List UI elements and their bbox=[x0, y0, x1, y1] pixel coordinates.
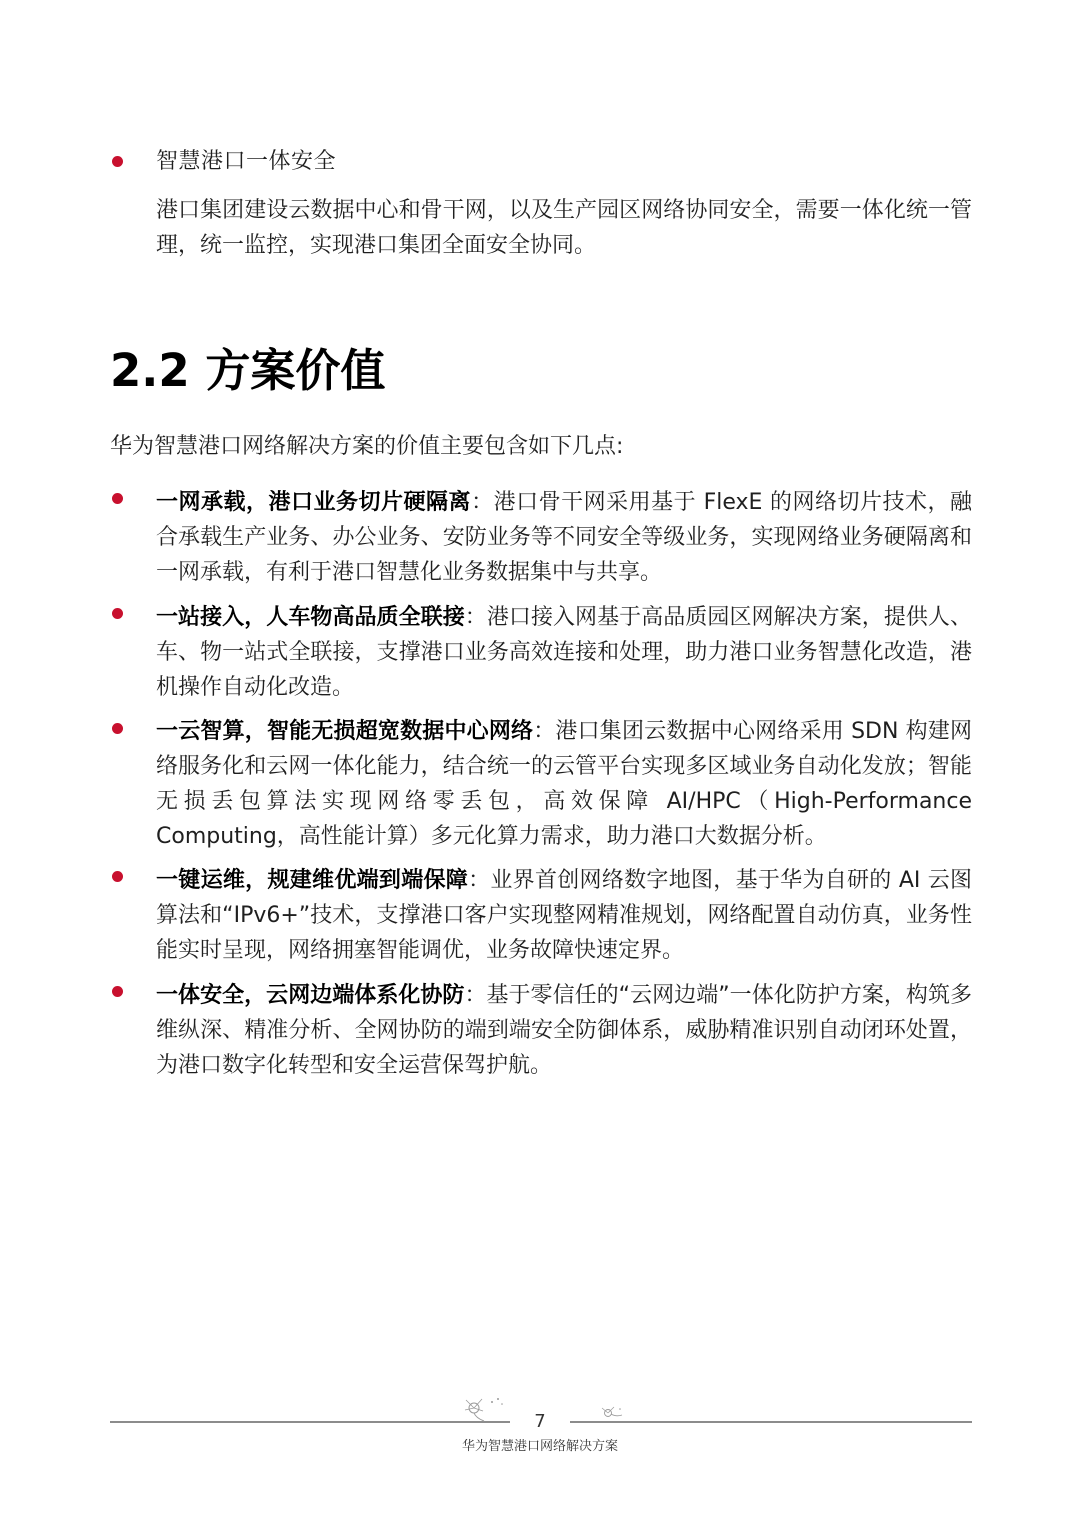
item-lead: 一站接入，人车物高品质全联接 bbox=[156, 605, 465, 630]
list-item bbox=[156, 978, 972, 1083]
item-lead: 一网承载，港口业务切片硬隔离 bbox=[156, 490, 472, 515]
bullet-dot-icon bbox=[112, 871, 123, 882]
page-number: 7 bbox=[534, 1411, 546, 1432]
footer-title: 华为智慧港口网络解决方案 bbox=[461, 1439, 618, 1454]
bullet-dot-icon bbox=[112, 608, 123, 619]
dandelion-icon bbox=[462, 1396, 506, 1424]
item-text: ：港口骨干网采用基于 FlexE 的网络切片技术，融合承载生产业务、办公业务、安防业务等不同安全等级业务，实现网络业务硬隔离和一网承载，有利于港口智慧化业务数据集中与共享。 bbox=[156, 490, 972, 585]
bullet-dot-icon bbox=[112, 156, 123, 167]
list-item bbox=[156, 485, 972, 590]
bullet-dot-icon bbox=[112, 723, 123, 734]
item-lead: 一体安全，云网边端体系化协防 bbox=[156, 983, 465, 1008]
item-lead: 一云智算，智能无损超宽数据中心网络 bbox=[156, 719, 534, 744]
subsection-body: 港口集团建设云数据中心和骨干网，以及生产园区网络协同安全，需要一体化统一管理，统一监控，实现港口集团全面安全协同。 bbox=[156, 198, 972, 258]
list-item bbox=[156, 600, 972, 705]
list-item bbox=[156, 714, 972, 854]
item-text: ：港口集团云数据中心网络采用 SDN 构建网络服务化和云网一体化能力，结合统一的云管平台实现多区域业务自动化发放；智能无损丢包算法实现网络零丢包，高效保障 AI/HPC（High-Performance Computing，高性能计算）多元化算力需求，助力港口大数据分析。 bbox=[156, 719, 972, 849]
footer-rule-left bbox=[110, 1421, 510, 1423]
footer-rule-right bbox=[570, 1421, 972, 1423]
intro-paragraph: 华为智慧港口网络解决方案的价值主要包含如下几点: bbox=[110, 434, 624, 459]
item-text: ：业界首创网络数字地图，基于华为自研的 AI 云图算法和“IPv6+”技术，支撑港口客户实现整网精准规划，网络配置自动仿真，业务性能实时呈现，网络拥塞智能调优，业务故障快速定界。 bbox=[156, 868, 972, 963]
bullet-dot-icon bbox=[112, 493, 123, 504]
page-title: 2.2 方案价值 bbox=[110, 344, 386, 397]
bullet-dot-icon bbox=[112, 986, 123, 997]
item-text: ：基于零信任的“云网边端”一体化防护方案，构筑多维纵深、精准分析、全网协防的端到端安全防御体系，威胁精准识别自动闭环处置，为港口数字化转型和安全运营保驾护航。 bbox=[156, 983, 972, 1078]
list-item bbox=[156, 863, 972, 968]
subsection-title: 智慧港口一体安全 bbox=[156, 149, 337, 174]
item-lead: 一键运维，规建维优端到端保障 bbox=[156, 868, 469, 893]
item-text: ：港口接入网基于高品质园区网解决方案，提供人、车、物一站式全联接，支撑港口业务高效连接和处理，助力港口业务智慧化改造，港机操作自动化改造。 bbox=[156, 605, 972, 700]
dandelion-icon bbox=[600, 1404, 626, 1422]
